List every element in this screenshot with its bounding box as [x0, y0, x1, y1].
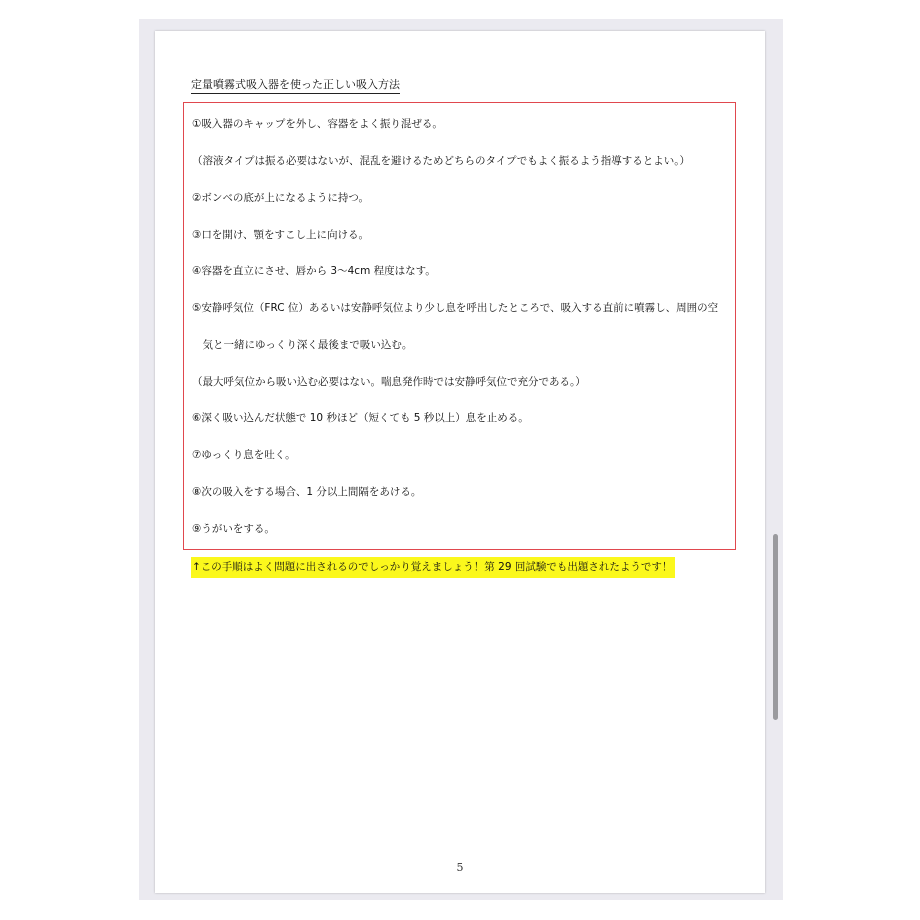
step-5-continued: 気と一緒にゆっくり深く最後まで吸い込む。	[192, 339, 413, 351]
step-5-note: （最大呼気位から吸い込む必要はない。喘息発作時では安静呼気位で充分である。）	[192, 376, 586, 388]
step-8: ⑧次の吸入をする場合、1 分以上間隔をあける。	[192, 486, 422, 498]
steps-box	[183, 102, 736, 550]
step-3: ③口を開け、顎をすこし上に向ける。	[192, 229, 369, 241]
step-6: ⑥深く吸い込んだ状態で 10 秒ほど（短くても 5 秒以上）息を止める。	[192, 412, 529, 424]
step-5: ⑤安静呼気位（FRC 位）あるいは安静呼気位より少し息を呼出したところで、吸入する直前に噴霧し、周囲の空	[192, 302, 719, 314]
step-1-note: （溶液タイプは振る必要はないが、混乱を避けるためどちらのタイプでもよく振るよう指導するとよい。）	[192, 155, 691, 167]
highlighted-note: ↑この手順はよく問題に出されるのでしっかり覚えましょう！第 29 回試験でも出題されたようです！	[191, 557, 675, 578]
step-4: ④容器を直立にさせ、唇から 3～4cm 程度はなす。	[192, 265, 436, 277]
page-number: 5	[456, 861, 464, 874]
step-9: ⑨うがいをする。	[192, 523, 275, 535]
document-page	[155, 31, 765, 893]
step-1: ①吸入器のキャップを外し、容器をよく振り混ぜる。	[192, 118, 443, 130]
document-title: 定量噴霧式吸入器を使った正しい吸入方法	[191, 77, 400, 94]
document-viewer	[139, 19, 783, 900]
vertical-scrollbar[interactable]	[770, 20, 780, 898]
step-7: ⑦ゆっくり息を吐く。	[192, 449, 296, 461]
scrollbar-thumb[interactable]	[773, 534, 778, 720]
step-2: ②ボンベの底が上になるように持つ。	[192, 192, 369, 204]
